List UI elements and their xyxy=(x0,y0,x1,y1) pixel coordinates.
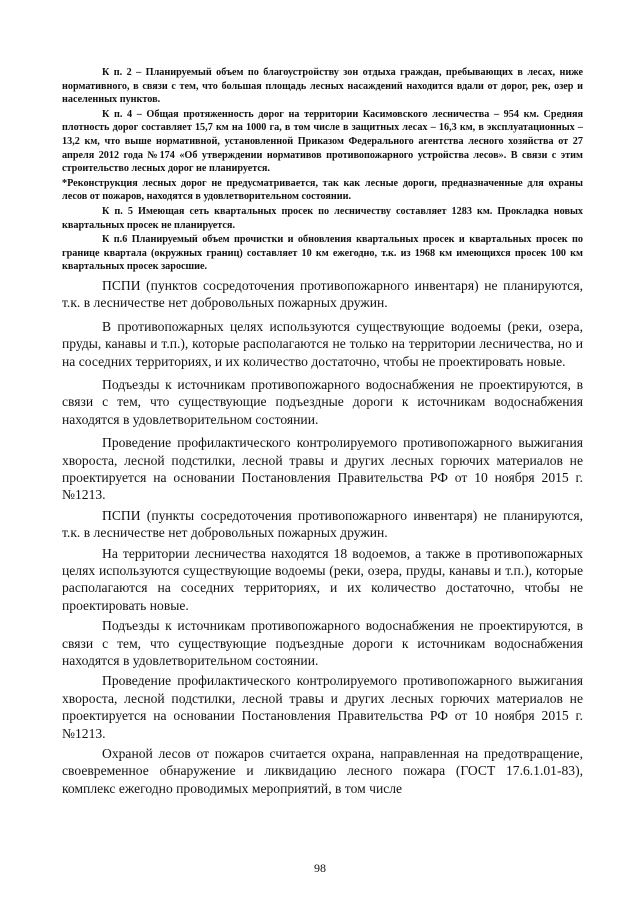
paragraph-burning-1: Проведение профилактического контролируемого противопожарного выжигания хвороста, лесной подстилки, лесной травы и других лесных горючих материалов не проектируется на основании Постановления Правительства РФ от 10 ноября 2015 г. №1213. xyxy=(62,435,583,503)
paragraph-pspi-2: ПСПИ (пункты сосредоточения противопожарного инвентаря) не планируются, т.к. в лесничестве нет добровольных пожарных дружин. xyxy=(62,507,583,541)
paragraph-note-item-6: К п.6 Планируемый объем прочистки и обновления квартальных просек и квартальных просек по границе квартала (окружных границ) составляет 10 км ежегодно, т.к. из 1968 км имеющихся просек 100 км квартальных просек заросшие. xyxy=(62,234,583,273)
paragraph-note-item-4: К п. 4 – Общая протяженность дорог на территории Касимовского лесничества – 954 км. Средняя плотность дорог составляет 15,7 км на 1000 га, в том числе в защитных лесах – 16,3 км, в эксплуатационных – 13,2 км, что выше нормативной, установленной Приказом Федерального агентства лесного хозяйства от 27 апреля 2012 года №174 «Об утверждении нормативов противопожарного устройства лесов». В связи с этим строительство лесных дорог не планируется. xyxy=(62,108,583,175)
paragraph-pspi-1: ПСПИ (пунктов сосредоточения противопожарного инвентаря) не планируются, т.к. в лесничестве нет добровольных пожарных дружин. xyxy=(62,277,583,311)
paragraph-burning-2: Проведение профилактического контролируемого противопожарного выжигания хвороста, лесной подстилки, лесной травы и других лесных горючих материалов не проектируется на основании Постановления Правительства РФ от 10 ноября 2015 г. №1213. xyxy=(62,673,583,741)
document-page xyxy=(62,66,583,797)
paragraph-water-bodies-1: В противопожарных целях используются существующие водоемы (реки, озера, пруды, канавы и т.п.), которые располагаются не только на территории лесничества, но и на соседних территориях, и их количество достаточно, чтобы не проектировать новые. xyxy=(62,318,583,369)
paragraph-note-item-2: К п. 2 – Планируемый объем по благоустройству зон отдыха граждан, пребывающих в лесах, ниже нормативного, в связи с тем, что большая площадь лесных насаждений находится вдали от дорог, рек, озер и населенных пунктов. xyxy=(62,67,583,106)
paragraph-water-bodies-2: На территории лесничества находятся 18 водоемов, а также в противопожарных целях используются существующие водоемы (реки, озера, пруды, канавы и т.п.), которые располагаются на соседних территориях, и их количество достаточно, чтобы не проектировать новые. xyxy=(62,545,583,613)
paragraph-access-roads-1: Подъезды к источникам противопожарного водоснабжения не проектируются, в связи с тем, что существующие подъездные дороги к источникам водоснабжения находятся в удовлетворительном состоянии. xyxy=(62,376,583,427)
paragraph-fire-protection: Охраной лесов от пожаров считается охрана, направленная на предотвращение, своевременное обнаружение и ликвидацию лесного пожара (ГОСТ 17.6.1.01-83), комплекс ежегодно проводимых мероприятий, в том числе xyxy=(62,746,583,796)
paragraph-access-roads-2: Подъезды к источникам противопожарного водоснабжения не проектируются, в связи с тем, что существующие подъездные дороги к источникам водоснабжения находятся в удовлетворительном состоянии. xyxy=(62,618,583,669)
paragraph-reconstruction-note: *Реконструкция лесных дорог не предусматривается, так как лесные дороги, предназначенные для охраны лесов от пожаров, находятся в удовлетворительном состоянии. xyxy=(62,177,583,203)
paragraph-note-item-5: К п. 5 Имеющая сеть квартальных просек по лесничеству составляет 1283 км. Прокладка новых квартальных просек не планируется. xyxy=(62,205,583,231)
page-number: 98 xyxy=(314,861,326,875)
